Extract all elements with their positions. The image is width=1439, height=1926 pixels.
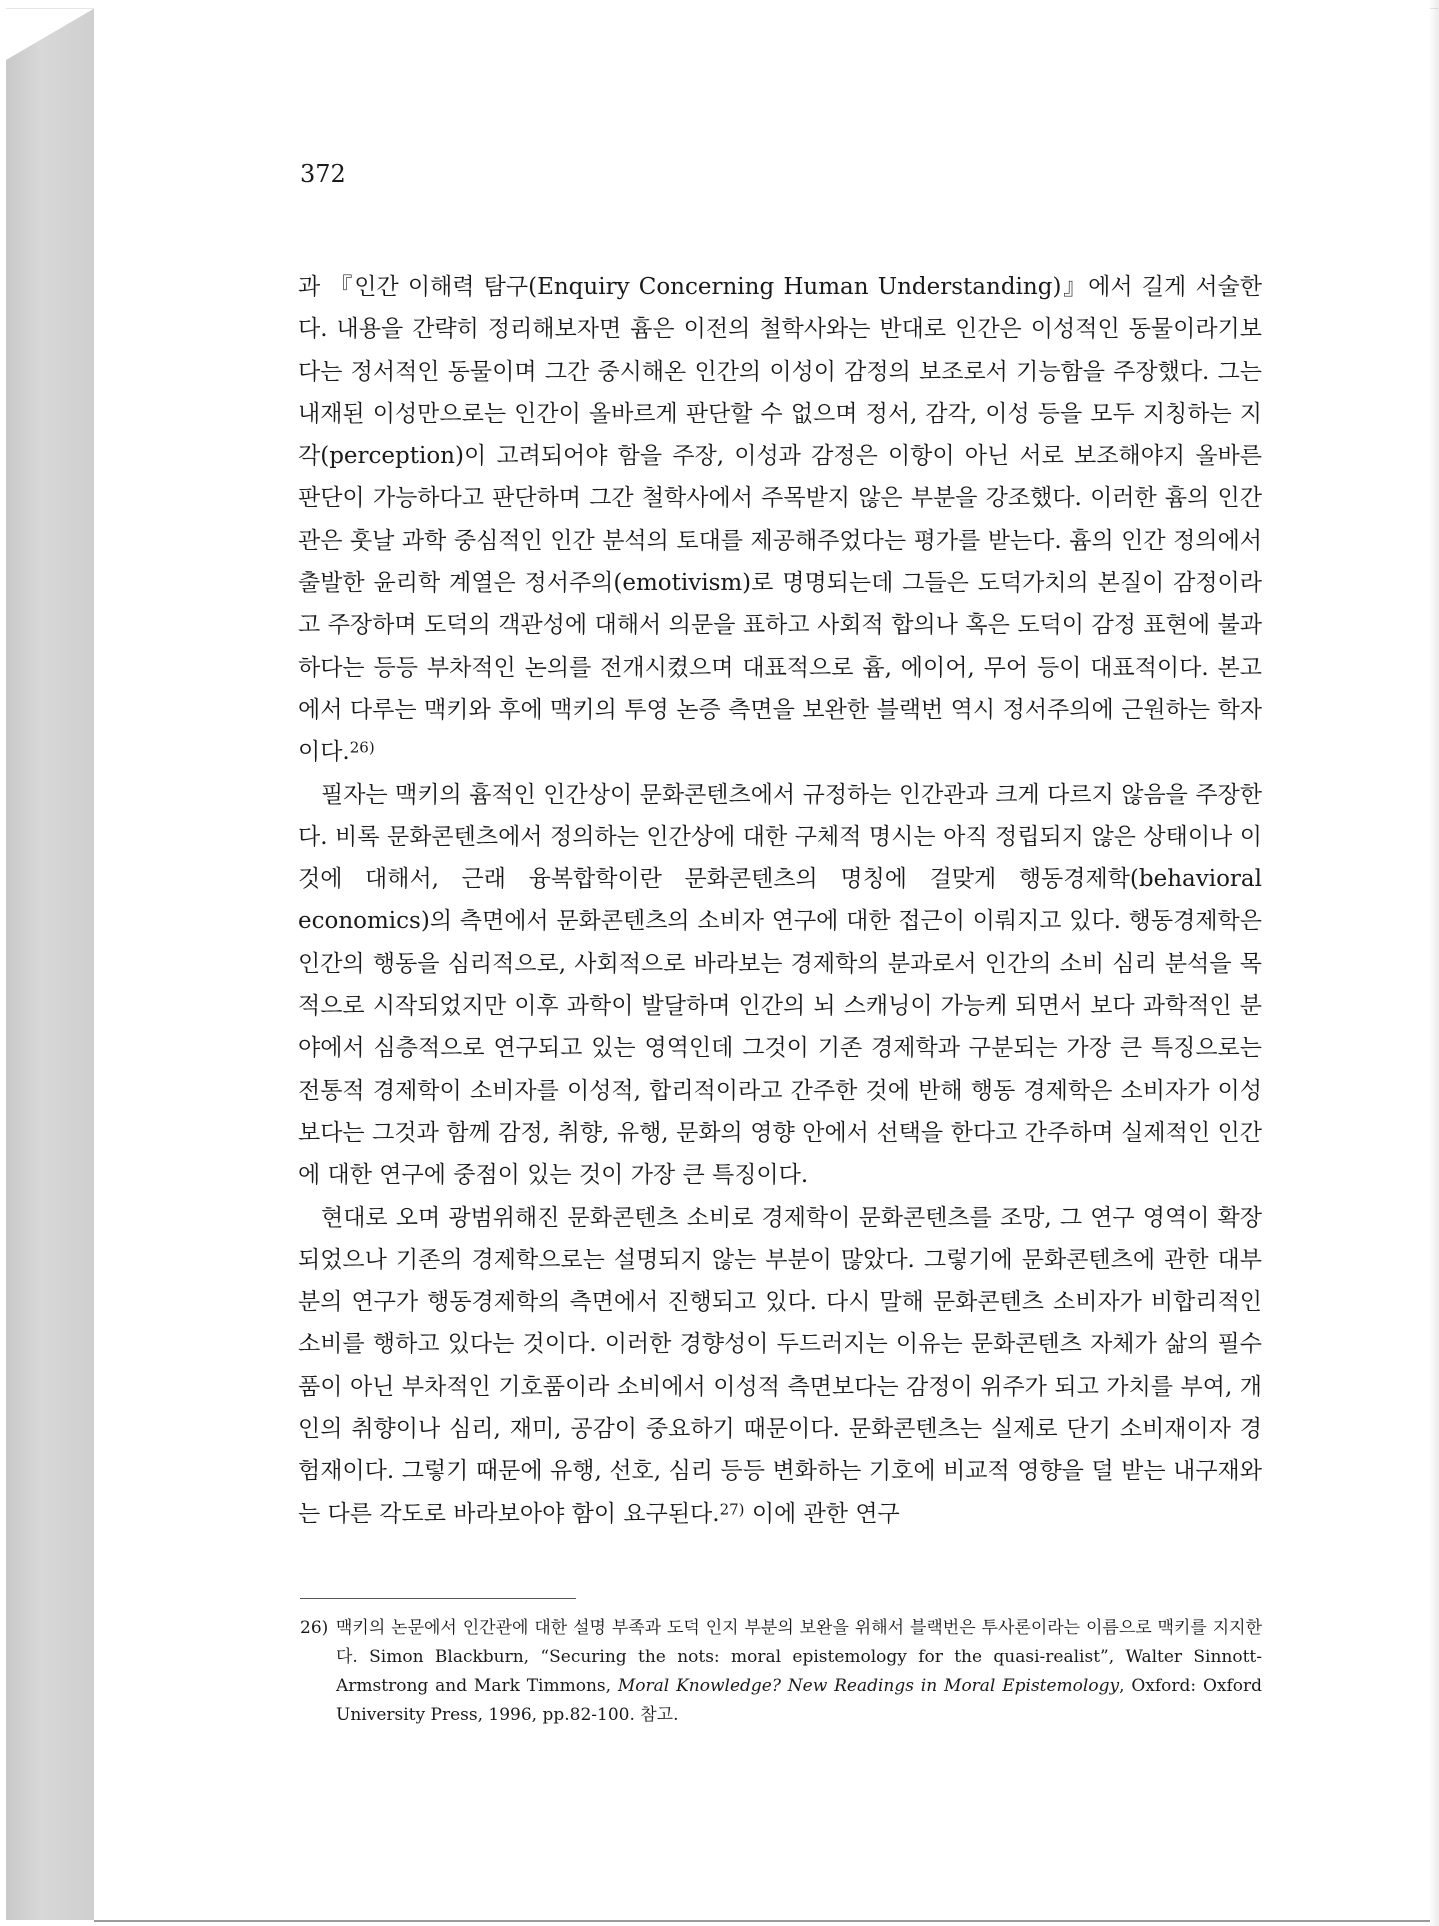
footnote-text-part-2: , Oxford: Oxford University Press, 1996, pp.82-100. 참고.	[336, 1676, 1263, 1725]
paragraph-3-tail: 이에 관한 연구	[744, 1500, 900, 1527]
paragraph-1-text: 과 『인간 이해력 탐구(Enquiry Concerning Human Understanding)』에서 길게 서술한다. 내용을 간략히 정리해보자면 흄은 이전의 철학사와는 반대로 인간은 이성적인 동물이라기보다는 정서적인 동물이며 그간 중시해온 인간의 이성이 감정의 보조로서 기능함을 주장했다. 그는 내재된 이성만으로는 인간이 올바르게 판단할 수 없으며 정서, 감각, 이성 등을 모두 지칭하는 지각(perception)이 고려되어야 함을 주장, 이성과 감정은 이항이 아닌 서로 보조해야지 올바른 판단이 가능하다고 판단하며 그간 철학사에서 주목받지 않은 부분을 강조했다. 이러한 흄의 인간관은 훗날 과학 중심적인 인간 분석의 토대를 제공해주었다는 평가를 받는다. 흄의 인간 정의에서 출발한 윤리학 계열은 정서주의(emotivism)로 명명되는데 그들은 도덕가치의 본질이 감정이라고 주장하며 도덕의 객관성에 대해서 의문을 표하고 사회적 합의나 혹은 도덕이 감정 표현에 불과하다는 등등 부차적인 논의를 전개시켰으며 대표적으로 흄, 에이어, 무어 등이 대표적이다. 본고에서 다루는 맥키와 후에 맥키의 투영 논증 측면을 보완한 블랙번 역시 정서주의에 근원하는 학자이다.	[298, 274, 1262, 766]
footnote-text-part-1: 맥키의 논문에서 인간관에 대한 설명 부족과 도덕 인지 부분의 보완을 위해서 블랙번은 투사론이라는 이름으로 맥키를 지지한다. Simon Blackburn, “Securing the nots: moral epistemology for the quasi-realist”, Walter Sinnott-Armstrong and Mark Timmons,	[336, 1618, 1262, 1696]
page-shadow	[1429, 0, 1439, 1926]
book-spine-edge	[6, 8, 95, 1920]
footnote-number: 26)	[300, 1618, 329, 1638]
page-number: 372	[300, 160, 346, 188]
footnote-ref-26[interactable]: 26)	[349, 738, 375, 757]
paragraph-2-text: 필자는 맥키의 흄적인 인간상이 문화콘텐츠에서 규정하는 인간관과 크게 다르지 않음을 주장한다. 비록 문화콘텐츠에서 정의하는 인간상에 대한 구체적 명시는 아직 정립되지 않은 상태이나 이것에 대해서, 근래 융복합학이란 문화콘텐츠의 명칭에 걸맞게 행동경제학(behavioral economics)의 측면에서 문화콘텐츠의 소비자 연구에 대한 접근이 이뤄지고 있다. 행동경제학은 인간의 행동을 심리적으로, 사회적으로 바라보는 경제학의 분과로서 인간의 소비 심리 분석을 목적으로 시작되었지만 이후 과학이 발달하며 인간의 뇌 스캐닝이 가능케 되면서 보다 과학적인 분야에서 심층적으로 연구되고 있는 영역인데 그것이 기존 경제학과 구분되는 가장 큰 특징으로는 전통적 경제학이 소비자를 이성적, 합리적이라고 간주한 것에 반해 행동 경제학은 소비자가 이성보다는 그것과 함께 감정, 취향, 유행, 문화의 영향 안에서 선택을 한다고 간주하며 실제적인 인간에 대한 연구에 중점이 있는 것이 가장 큰 특징이다.	[298, 781, 1262, 1189]
footnote-text	[336, 1614, 1262, 1730]
footnote-divider	[300, 1598, 576, 1599]
footnote-ref-27[interactable]: 27)	[719, 1499, 745, 1518]
footnote-book-title: Moral Knowledge? New Readings in Moral Epistemology	[617, 1676, 1120, 1696]
paragraph-3-text: 현대로 오며 광범위해진 문화콘텐츠 소비로 경제학이 문화콘텐츠를 조망, 그 연구 영역이 확장되었으나 기존의 경제학으로는 설명되지 않는 부분이 많았다. 그렇기에 문화콘텐츠에 관한 대부분의 연구가 행동경제학의 측면에서 진행되고 있다. 다시 말해 문화콘텐츠 소비자가 비합리적인 소비를 행하고 있다는 것이다. 이러한 경향성이 두드러지는 이유는 문화콘텐츠 자체가 삶의 필수품이 아닌 부차적인 기호품이라 소비에서 이성적 측면보다는 감정이 위주가 되고 가치를 부여, 개인의 취향이나 심리, 재미, 공감이 중요하기 때문이다. 문화콘텐츠는 실제로 단기 소비재이자 경험재이다. 그렇기 때문에 유행, 선호, 심리 등등 변화하는 기호에 비교적 영향을 덜 받는 내구재와는 다른 각도로 바라보아야 함이 요구된다.	[298, 1204, 1262, 1527]
footnote-26	[300, 1614, 1262, 1730]
footnote-row	[300, 1614, 1262, 1730]
paragraph-3	[298, 1197, 1262, 1535]
paragraph-2	[298, 774, 1262, 1197]
paragraph-1	[298, 266, 1262, 774]
body-text	[298, 266, 1262, 1535]
